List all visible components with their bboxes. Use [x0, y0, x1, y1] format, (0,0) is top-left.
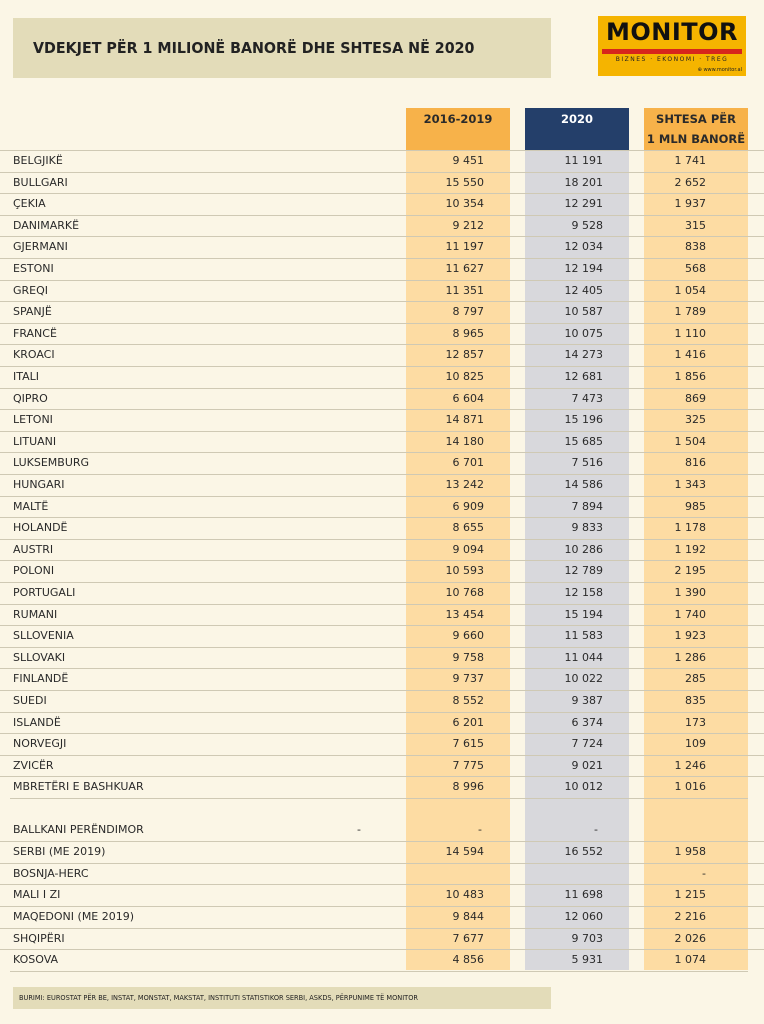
- row-value-2020: 12 681: [564, 370, 603, 383]
- row-value-2020: 9 021: [571, 758, 603, 772]
- table-row: [0, 668, 764, 690]
- row-value-2016-2019: 9 844: [452, 910, 484, 923]
- table-row: [0, 280, 764, 302]
- table-row: [0, 193, 764, 215]
- row-value-2020: 7 894: [571, 499, 603, 513]
- row-value-increase: 2 026: [674, 931, 706, 945]
- row-value-increase: 1 741: [674, 154, 706, 167]
- row-value-2016-2019: 14 594: [445, 845, 484, 859]
- row-value-increase: 568: [685, 262, 706, 275]
- table-row: [0, 560, 764, 582]
- row-value-increase: 1 178: [674, 521, 706, 535]
- row-value-2020: 7 516: [571, 456, 603, 470]
- row-value-increase: 1 416: [674, 348, 706, 362]
- row-value-2016-2019: 11 351: [445, 283, 484, 297]
- header-2020: [525, 108, 629, 150]
- row-value-increase: 1 958: [674, 845, 706, 859]
- row-value-2020: 12 034: [564, 240, 603, 254]
- row-value-2016-2019: 13 454: [445, 607, 484, 621]
- row-value-2016-2019: 11 627: [445, 262, 484, 275]
- row-value-increase: -: [702, 866, 706, 880]
- row-value-2016-2019: 6 604: [452, 391, 484, 405]
- table-row: [0, 172, 764, 194]
- row-value-2016-2019: 8 552: [452, 694, 484, 707]
- row-value-2020: 7 473: [571, 391, 603, 405]
- header-increase: [644, 108, 748, 150]
- table-row: [0, 582, 764, 604]
- row-country: RUMANI: [13, 607, 58, 621]
- row-value-increase: 173: [685, 715, 706, 729]
- row-value-2020: 18 201: [564, 175, 603, 189]
- source-text: BURIMI: EUROSTAT PËR BE, INSTAT, MONSTAT, MAKSTAT, INSTITUTI STATISTIKOR SERBI, ASKDS, PËRPUNIME TË MONITOR: [19, 994, 418, 1002]
- table-row: [0, 884, 764, 906]
- header-increase-line2: 1 MLN BANORË: [646, 132, 746, 146]
- row-value-2016-2019: 15 550: [445, 175, 484, 189]
- row-value-2020: 9 528: [571, 218, 603, 232]
- row-value-2016-2019: 8 965: [452, 326, 484, 340]
- row-value-2020: 12 789: [564, 564, 603, 578]
- row-value-2016-2019: 7 677: [452, 931, 484, 945]
- logo-url: ⊕ www.monitor.al: [697, 67, 742, 73]
- table-row: [0, 625, 764, 647]
- row-value-2020: 10 286: [564, 542, 603, 556]
- header-2020-label: 2020: [560, 112, 593, 126]
- row-value-increase: 1 016: [674, 780, 706, 794]
- row-country: SLLOVENIA: [13, 629, 74, 643]
- row-value-2016-2019: 6 201: [452, 715, 484, 729]
- row-country: QIPRO: [13, 391, 48, 405]
- row-value-2016-2019: 12 857: [445, 348, 484, 362]
- row-value-increase: 985: [685, 499, 706, 513]
- row-value-increase: 1 390: [674, 586, 706, 599]
- row-value-2016-2019: 9 660: [452, 629, 484, 643]
- table-row: [0, 755, 764, 777]
- row-value-2020: 10 075: [564, 326, 603, 340]
- row-value-increase: 1 246: [674, 758, 706, 772]
- row-value-increase: 2 195: [674, 564, 706, 578]
- table-row: [0, 733, 764, 755]
- row-value-2020: 14 586: [564, 478, 603, 491]
- logo-url-text: www.monitor.al: [703, 67, 742, 73]
- row-country: GREQI: [13, 283, 49, 297]
- table-row: [0, 366, 764, 388]
- header-2016-2019: [406, 108, 510, 150]
- section-heading: BALLKANI PERËNDIMOR: [13, 822, 144, 836]
- row-value-increase: 1 110: [674, 326, 706, 340]
- placeholder-dash: -: [357, 822, 361, 836]
- row-value-2016-2019: 10 483: [445, 888, 484, 902]
- logo-wordmark: MONITOR: [605, 18, 739, 46]
- row-value-2020: 12 158: [564, 586, 603, 599]
- row-value-2016-2019: 6 909: [452, 499, 484, 513]
- monitor-logo: [598, 16, 746, 76]
- row-country: MBRETËRI E BASHKUAR: [13, 780, 144, 794]
- row-value-2020: 9 833: [571, 521, 603, 535]
- table-row: [0, 323, 764, 345]
- table-row: [0, 517, 764, 539]
- placeholder-dash: -: [478, 822, 482, 836]
- table-row: [0, 236, 764, 258]
- title-banner: [13, 18, 551, 78]
- row-country: FINLANDË: [13, 672, 69, 686]
- row-country: BOSNJA-HERC: [13, 866, 89, 880]
- row-country: MALTË: [13, 499, 49, 513]
- row-country: HOLANDË: [13, 521, 68, 535]
- row-value-2016-2019: 14 871: [445, 413, 484, 427]
- row-value-2020: 5 931: [571, 953, 603, 967]
- row-value-2016-2019: 8 996: [452, 780, 484, 794]
- table-row: [0, 647, 764, 669]
- row-value-2020: 12 291: [564, 197, 603, 211]
- row-value-2016-2019: 8 655: [452, 521, 484, 535]
- row-value-increase: 869: [685, 391, 706, 405]
- row-value-2016-2019: 10 354: [445, 197, 484, 211]
- section-heading-row: [0, 820, 764, 842]
- row-country: BELGJIKË: [13, 154, 63, 167]
- row-country: ISLANDË: [13, 715, 61, 729]
- row-value-2020: 12 194: [564, 262, 603, 275]
- row-country: SHQIPËRI: [13, 931, 65, 945]
- row-value-2020: 11 191: [564, 154, 603, 167]
- row-value-2016-2019: 11 197: [445, 240, 484, 254]
- page-title: VDEKJET PËR 1 MILIONË BANORË DHE SHTESA NË 2020: [33, 39, 475, 57]
- row-country: MALI I ZI: [13, 888, 61, 902]
- table-row: [0, 409, 764, 431]
- row-country: LUKSEMBURG: [13, 456, 90, 470]
- row-value-increase: 1 343: [674, 478, 706, 491]
- table-row: [0, 841, 764, 863]
- row-value-2020: 10 022: [564, 672, 603, 686]
- table-row: [0, 539, 764, 561]
- table-row: [0, 604, 764, 626]
- row-value-increase: 816: [685, 456, 706, 470]
- row-value-2016-2019: 8 797: [452, 305, 484, 319]
- row-value-2016-2019: 10 825: [445, 370, 484, 383]
- row-value-2020: 11 044: [564, 650, 603, 664]
- header-2016-2019-label: 2016-2019: [423, 112, 493, 126]
- row-value-2020: 10 012: [564, 780, 603, 794]
- row-country: FRANCË: [13, 326, 57, 340]
- row-country: DANIMARKË: [13, 218, 80, 232]
- section-divider: [10, 798, 748, 799]
- table-row: [0, 949, 764, 971]
- table-row: [0, 431, 764, 453]
- row-value-increase: 838: [685, 240, 706, 254]
- row-value-2020: 11 583: [564, 629, 603, 643]
- table-row: [0, 301, 764, 323]
- row-value-increase: 109: [685, 737, 706, 751]
- table-row: [0, 690, 764, 712]
- row-value-2020: 12 405: [564, 283, 603, 297]
- row-value-2020: 15 194: [564, 607, 603, 621]
- row-country: LITUANI: [13, 434, 57, 448]
- row-country: SERBI (ME 2019): [13, 845, 106, 859]
- table-row: [0, 496, 764, 518]
- table-row: [0, 344, 764, 366]
- table-row: [0, 776, 764, 798]
- row-value-2020: 7 724: [571, 737, 603, 751]
- row-value-2016-2019: 10 593: [445, 564, 484, 578]
- row-country: ESTONI: [13, 262, 54, 275]
- row-value-increase: 1 054: [674, 283, 706, 297]
- row-country: MAQEDONI (ME 2019): [13, 910, 135, 923]
- table-row: [0, 258, 764, 280]
- row-value-increase: 1 937: [674, 197, 706, 211]
- row-value-2020: 14 273: [564, 348, 603, 362]
- row-country: ITALI: [13, 370, 40, 383]
- row-country: ÇEKIA: [13, 197, 46, 211]
- row-value-increase: 1 074: [674, 953, 706, 967]
- row-country: GJERMANI: [13, 240, 68, 254]
- row-value-2020: 12 060: [564, 910, 603, 923]
- table-row: [0, 474, 764, 496]
- row-country: SUEDI: [13, 694, 47, 707]
- row-value-2020: 16 552: [564, 845, 603, 859]
- row-value-2016-2019: 9 212: [452, 218, 484, 232]
- row-country: NORVEGJI: [13, 737, 67, 751]
- row-value-2020: 15 685: [564, 434, 603, 448]
- row-value-2016-2019: 7 615: [452, 737, 484, 751]
- row-value-2020: 10 587: [564, 305, 603, 319]
- logo-tagline: BIZNES · EKONOMI · TREG: [615, 56, 729, 63]
- table-row: [0, 388, 764, 410]
- row-value-2020: 6 374: [571, 715, 603, 729]
- row-value-increase: 1 192: [674, 542, 706, 556]
- row-country: PORTUGALI: [13, 586, 76, 599]
- row-country: SLLOVAKI: [13, 650, 66, 664]
- table-row: [0, 906, 764, 928]
- table-row: [0, 150, 764, 172]
- row-country: SPANJË: [13, 305, 52, 319]
- row-value-2020: 11 698: [564, 888, 603, 902]
- row-value-2016-2019: 4 856: [452, 953, 484, 967]
- row-value-increase: 325: [685, 413, 706, 427]
- row-value-2020: 9 703: [571, 931, 603, 945]
- row-value-increase: 835: [685, 694, 706, 707]
- row-value-2016-2019: 9 737: [452, 672, 484, 686]
- logo-red-bar: [602, 49, 742, 54]
- row-value-increase: 2 216: [674, 910, 706, 923]
- row-value-increase: 1 740: [674, 607, 706, 621]
- row-value-2016-2019: 13 242: [445, 478, 484, 491]
- row-value-increase: 2 652: [674, 175, 706, 189]
- row-value-2020: 15 196: [564, 413, 603, 427]
- row-country: AUSTRI: [13, 542, 54, 556]
- row-value-increase: 285: [685, 672, 706, 686]
- row-country: ZVICËR: [13, 758, 54, 772]
- row-country: BULLGARI: [13, 175, 68, 189]
- source-banner: [13, 987, 551, 1009]
- row-value-increase: 315: [685, 218, 706, 232]
- table-bottom-rule: [10, 971, 748, 972]
- row-country: LETONI: [13, 413, 53, 427]
- row-country: KROACI: [13, 348, 55, 362]
- row-value-2016-2019: 14 180: [445, 434, 484, 448]
- table-row: [0, 863, 764, 885]
- row-country: KOSOVA: [13, 953, 59, 967]
- row-value-2016-2019: 9 451: [452, 154, 484, 167]
- table-row: [0, 712, 764, 734]
- row-value-increase: 1 215: [674, 888, 706, 902]
- table-row: [0, 452, 764, 474]
- table-row: [0, 215, 764, 237]
- row-value-2016-2019: 7 775: [452, 758, 484, 772]
- row-value-increase: 1 789: [674, 305, 706, 319]
- row-value-2020: 9 387: [571, 694, 603, 707]
- row-value-increase: 1 923: [674, 629, 706, 643]
- row-country: POLONI: [13, 564, 55, 578]
- header-increase-line1: SHTESA PËR: [656, 112, 736, 126]
- row-value-2016-2019: 10 768: [445, 586, 484, 599]
- row-value-increase: 1 286: [674, 650, 706, 664]
- row-value-2016-2019: 6 701: [452, 456, 484, 470]
- table-row: [0, 928, 764, 950]
- row-country: HUNGARI: [13, 478, 65, 491]
- row-value-2016-2019: 9 758: [452, 650, 484, 664]
- row-value-2016-2019: 9 094: [452, 542, 484, 556]
- row-value-increase: 1 856: [674, 370, 706, 383]
- placeholder-dash: -: [594, 822, 598, 836]
- row-value-increase: 1 504: [674, 434, 706, 448]
